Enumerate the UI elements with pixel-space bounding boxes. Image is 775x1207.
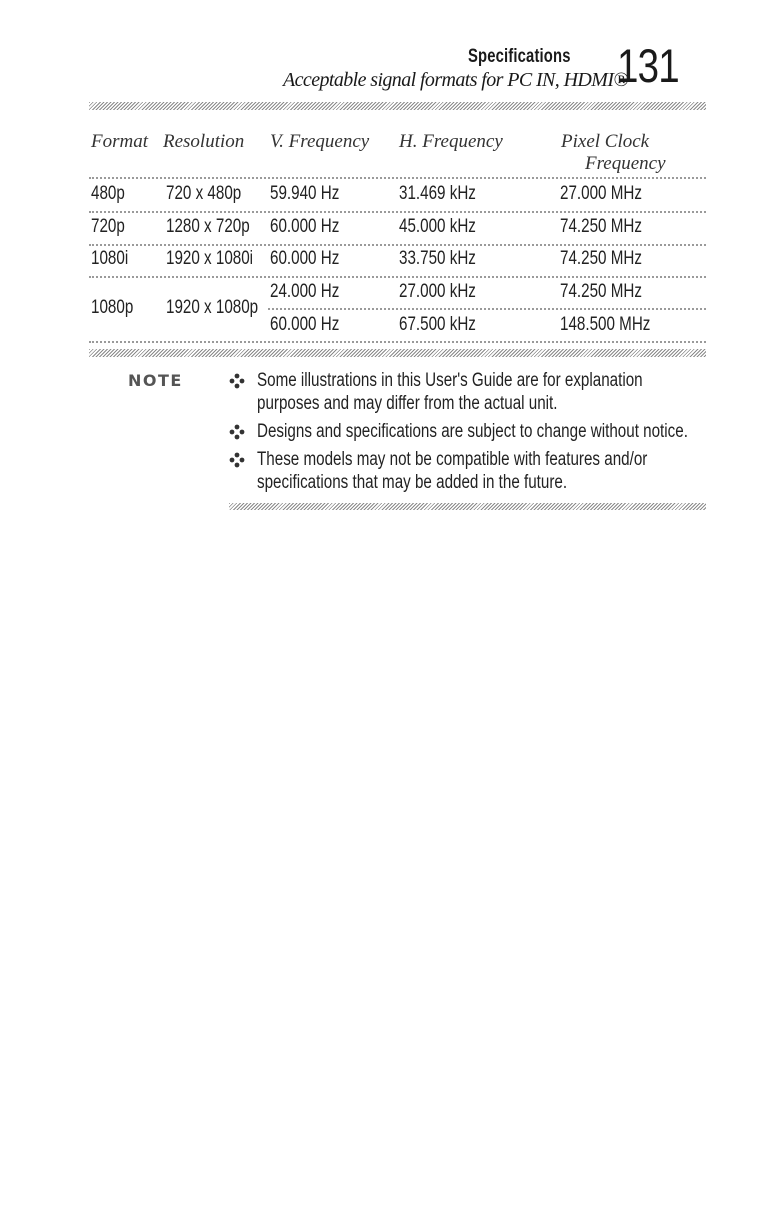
- note-item-text: Designs and specifications are subject to change without notice.: [257, 421, 688, 442]
- cell-resolution: 1280 x 720p: [166, 216, 250, 237]
- column-header-pixel-clock: Pixel Clock: [561, 131, 650, 152]
- note-bottom-hatched-rule: [229, 503, 706, 510]
- diamond-bullet-icon: [229, 373, 249, 389]
- header-divider: [89, 177, 706, 179]
- cell-v-frequency: 60.000 Hz: [270, 248, 340, 269]
- cell-format: 1080p: [91, 297, 134, 318]
- cell-v-frequency: 60.000 Hz: [270, 314, 340, 335]
- row-divider: [89, 244, 706, 246]
- cell-h-frequency: 45.000 kHz: [399, 216, 476, 237]
- cell-h-frequency: 33.750 kHz: [399, 248, 476, 269]
- cell-h-frequency: 31.469 kHz: [399, 183, 476, 204]
- sub-row-divider: [268, 308, 706, 310]
- cell-v-frequency: 60.000 Hz: [270, 216, 340, 237]
- note-item-text: specifications that may be added in the future.: [257, 472, 568, 493]
- cell-format: 480p: [91, 183, 125, 204]
- page-number: 131: [617, 39, 679, 92]
- column-header-pixel-clock-frequency: Frequency: [585, 153, 666, 174]
- cell-pixel-clock: 148.500 MHz: [560, 314, 651, 335]
- column-header-resolution: Resolution: [163, 131, 245, 152]
- cell-pixel-clock: 74.250 MHz: [560, 248, 642, 269]
- note-label: NOTE: [128, 371, 183, 390]
- cell-resolution: 1920 x 1080p: [166, 297, 259, 318]
- cell-resolution: 720 x 480p: [166, 183, 242, 204]
- cell-h-frequency: 67.500 kHz: [399, 314, 476, 335]
- note-item-text: purposes and may differ from the actual unit.: [257, 393, 558, 414]
- cell-resolution: 1920 x 1080i: [166, 248, 254, 269]
- diamond-bullet-icon: [229, 424, 249, 440]
- cell-v-frequency: 59.940 Hz: [270, 183, 340, 204]
- column-header-format: Format: [91, 131, 148, 152]
- table-bottom-rule: [89, 341, 706, 343]
- cell-pixel-clock: 74.250 MHz: [560, 281, 642, 302]
- note-item-text: Some illustrations in this User's Guide are for explanation: [257, 370, 643, 391]
- cell-pixel-clock: 74.250 MHz: [560, 216, 642, 237]
- middle-hatched-rule: [89, 349, 706, 357]
- column-header-h-frequency: H. Frequency: [399, 131, 503, 152]
- note-item-text: These models may not be compatible with features and/or: [257, 449, 648, 470]
- section-title: Specifications: [468, 46, 571, 67]
- column-header-v-frequency: V. Frequency: [270, 131, 370, 152]
- top-hatched-rule: [89, 102, 706, 110]
- row-divider: [89, 276, 706, 278]
- cell-format: 1080i: [91, 248, 129, 269]
- row-divider: [89, 211, 706, 213]
- cell-format: 720p: [91, 216, 125, 237]
- cell-v-frequency: 24.000 Hz: [270, 281, 340, 302]
- diamond-bullet-icon: [229, 452, 249, 468]
- page-subtitle: Acceptable signal formats for PC IN, HDMI®: [283, 69, 628, 91]
- cell-pixel-clock: 27.000 MHz: [560, 183, 642, 204]
- cell-h-frequency: 27.000 kHz: [399, 281, 476, 302]
